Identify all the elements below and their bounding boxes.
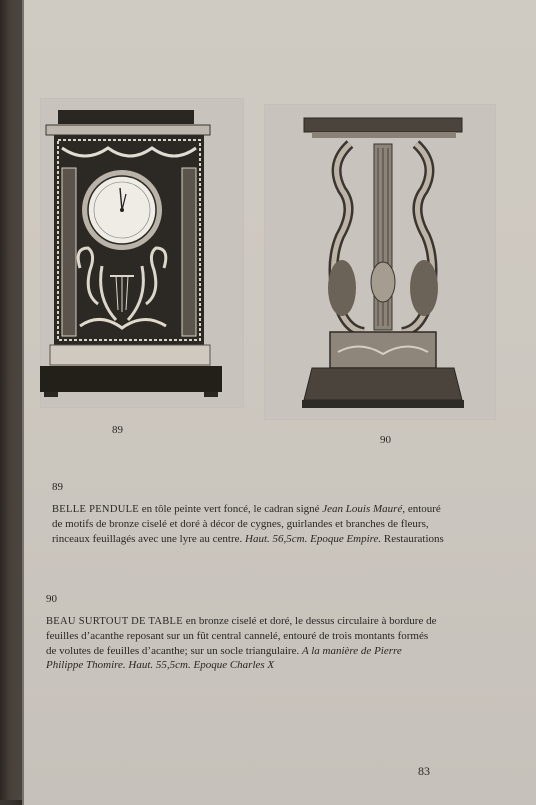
photo-surtout-90 xyxy=(264,104,496,420)
entry-title: BEAU SURTOUT DE TABLE xyxy=(46,615,183,627)
entry-text: en tôle peinte vert foncé, le cadran signé xyxy=(139,502,323,515)
page-number: 83 xyxy=(418,764,430,778)
entry-attribution: A la manière de Pierre Philippe Thomire. Haut. 55,5cm. Epoque Charles X xyxy=(46,644,402,671)
entry-period: Epoque Empire. xyxy=(310,532,382,545)
figure-caption-90: 90 xyxy=(380,434,391,446)
catalogue-entry-89 xyxy=(52,480,444,546)
entry-number: 90 xyxy=(46,593,57,605)
entry-number: 89 xyxy=(52,481,63,493)
clock-illustration xyxy=(40,98,244,408)
entry-title: BELLE PENDULE xyxy=(52,503,140,515)
catalogue-entry-90 xyxy=(46,592,440,673)
entry-note: Restaurations xyxy=(381,532,444,545)
photo-clock-89 xyxy=(40,98,244,408)
surtout-illustration xyxy=(264,104,496,420)
entry-text: en bronze ciselé et doré, le dessus circulaire à bordure de feuilles d’acanthe reposant sur un fût central cannelé, entouré de trois montants formés de volutes de feuilles d’acanthe; sur un socle triangulaire. xyxy=(46,614,437,657)
figure-caption-89: 89 xyxy=(112,424,123,436)
entry-height: Haut. 56,5cm. xyxy=(245,532,308,545)
entry-text: , entouré de motifs de bronze ciselé et doré à décor de cygnes, guirlandes et branches de fleurs, rinceaux feuillagés avec une lyre au centre. xyxy=(52,502,441,545)
entry-signature: Jean Louis Mauré xyxy=(322,502,403,515)
